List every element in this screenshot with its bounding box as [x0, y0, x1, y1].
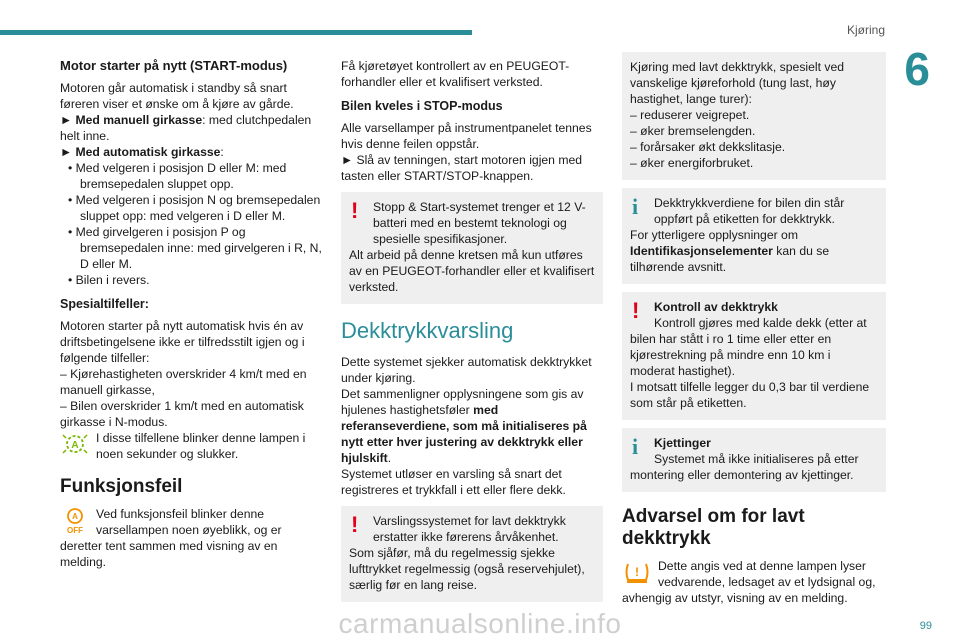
info-box-chains: i Kjettinger Systemet må ikke initialiseres på etter montering eller demontering av kjettinger.: [622, 428, 886, 492]
warning-box-battery: ! Stopp & Start-systemet trenger et 12 V-batteri med en bestemt teknologi og spesielle spesifikasjoner. Alt arbeid på denne kretsen må kun utføres av en PEUGEOT-forhandler eller et kvalifisert verksted.: [341, 192, 603, 304]
svg-text:OFF: OFF: [67, 526, 83, 534]
heading-start-mode: Motor starter på nytt (START-modus): [60, 58, 288, 73]
warning-icon: !: [351, 198, 359, 223]
warning-box-check-pressure: ! Kontroll av dekktrykk Kontroll gjøres med kalde dekk (etter at bilen har stått i ro 1 time eller etter en kjørestrekning på mindre enn 10 km i moderat hastighet). I motsatt tilfelle legger du 0,3 bar til verdiene som står på etiketten.: [622, 292, 886, 420]
info-icon: i: [632, 434, 639, 459]
arrow-item-automatic: ► Med automatisk girkasse:: [60, 145, 224, 159]
bullet-item: • Med velgeren i posisjon N og bremsepedalen sluppet opp: med velgeren i D eller M.: [68, 193, 321, 223]
arrow-item-manual: ► Med manuell girkasse: med clutchpedalen helt inne.: [60, 113, 312, 143]
warning-icon: !: [351, 512, 359, 537]
arrow-item: ► Slå av tenningen, start motoren igjen med tasten eller START/STOP-knappen.: [341, 153, 583, 183]
header-bar: [0, 30, 472, 35]
info-icon: i: [632, 194, 639, 219]
paragraph: Få kjøretøyet kontrollert av en PEUGEOT-forhandler eller et kvalifisert verksted.: [341, 59, 570, 89]
bullet-item: • Med girvelgeren i posisjon P og bremsepedalen inne: med girvelgeren i R, N, D eller M.: [68, 225, 322, 271]
heading-special-cases: Spesialtilfeller:: [60, 297, 149, 311]
lamp-note: ! Dette angis ved at denne lampen lyser vedvarende, ledsaget av et lydsignal og, avhengig av utstyr, visning av en melding.: [622, 559, 876, 605]
svg-text:A: A: [71, 440, 79, 451]
warning-box-low-pressure: Kjøring med lavt dekktrykk, spesielt ved vanskelige kjøreforhold (tung last, høy hastighet, lange turer): – reduserer veigrepet. – øker bremselengden. – forårsaker økt dekkslitasje. – øker energiforbruket.: [622, 52, 886, 180]
heading-engine-stall: Bilen kveles i STOP-modus: [341, 99, 503, 113]
dash-item: – Bilen overskrider 1 km/t med en automatisk girkasse i N-modus.: [60, 399, 304, 429]
paragraph: Motoren går automatisk i standby så snart føreren viser et ønske om å kjøre av gårde.: [60, 81, 294, 111]
tyre-pressure-lamp-icon: [622, 558, 652, 586]
dash-item: – forårsaker økt dekkslitasje.: [630, 140, 786, 154]
svg-text:!: !: [635, 565, 639, 579]
heading-tyre-pressure: Dekktrykkvarsling: [341, 318, 514, 343]
info-box-label: i Dekktrykkverdiene for bilen din står oppført på etiketten for dekktrykk. For ytterligere opplysninger om Identifikasjonselementer kan du se tilhørende avsnitt.: [622, 188, 886, 284]
heading-malfunction: Funksjonsfeil: [60, 476, 183, 497]
paragraph: Dette systemet sjekker automatisk dekktrykket under kjøring.: [341, 355, 592, 385]
dash-item: – Kjørehastigheten overskrider 4 km/t med en manuell girkasse,: [60, 367, 307, 397]
page-number: 99: [919, 620, 932, 632]
warning-box-vigilance: ! Varslingssystemet for lavt dekktrykk erstatter ikke førerens årvåkenhet. Som sjåfør, må du regelmessig sjekke lufttrykket regelmessig (også reservehjulet), særlig før en lang reise.: [341, 506, 603, 602]
paragraph: Motoren starter på nytt automatisk hvis én av driftsbetingelsene ikke er tilfredsstilt igjen og i følgende tilfeller:: [60, 319, 305, 365]
dash-item: – øker energiforbruket.: [630, 156, 754, 170]
paragraph: Alle varsellamper på instrumentpanelet tennes hvis denne feilen oppstår.: [341, 121, 592, 151]
column-1: [60, 58, 322, 570]
paragraph: Systemet utløser en varsling så snart det registreres et trykkfall i ett eller flere dekk.: [341, 467, 566, 497]
paragraph: Det sammenligner opplysningene som gis av hjulenes hastighetsføler med referanseverdiene, som må initialiseres på nytt etter hver justering av dekktrykk eller hjulskift.: [341, 387, 587, 465]
watermark: carmanualsonline.info: [338, 608, 622, 639]
stop-start-off-lamp-icon: [60, 506, 90, 534]
lamp-note: A OFF Ved funksjonsfeil blinker denne varsellampen noen øyeblikk, og er deretter tent sammen med visning av en melding.: [60, 507, 282, 569]
section-title: Kjøring: [846, 23, 885, 37]
bullet-item: • Bilen i revers.: [68, 273, 150, 287]
heading-low-pressure-warning: Advarsel om for lavt dekktrykk: [622, 506, 805, 549]
dash-item: – reduserer veigrepet.: [630, 108, 750, 122]
chapter-number: 6: [904, 43, 930, 95]
column-3: [622, 58, 886, 606]
column-2: [341, 58, 603, 610]
lamp-note: A I disse tilfellene blinker denne lampen i noen sekunder og slukker.: [60, 430, 322, 462]
bullet-item: • Med velgeren i posisjon D eller M: med bremsepedalen sluppet opp.: [68, 161, 287, 191]
warning-icon: !: [632, 298, 640, 323]
dash-item: – øker bremselengden.: [630, 124, 756, 138]
eco-lamp-icon: [60, 430, 90, 458]
svg-text:A: A: [72, 512, 78, 521]
